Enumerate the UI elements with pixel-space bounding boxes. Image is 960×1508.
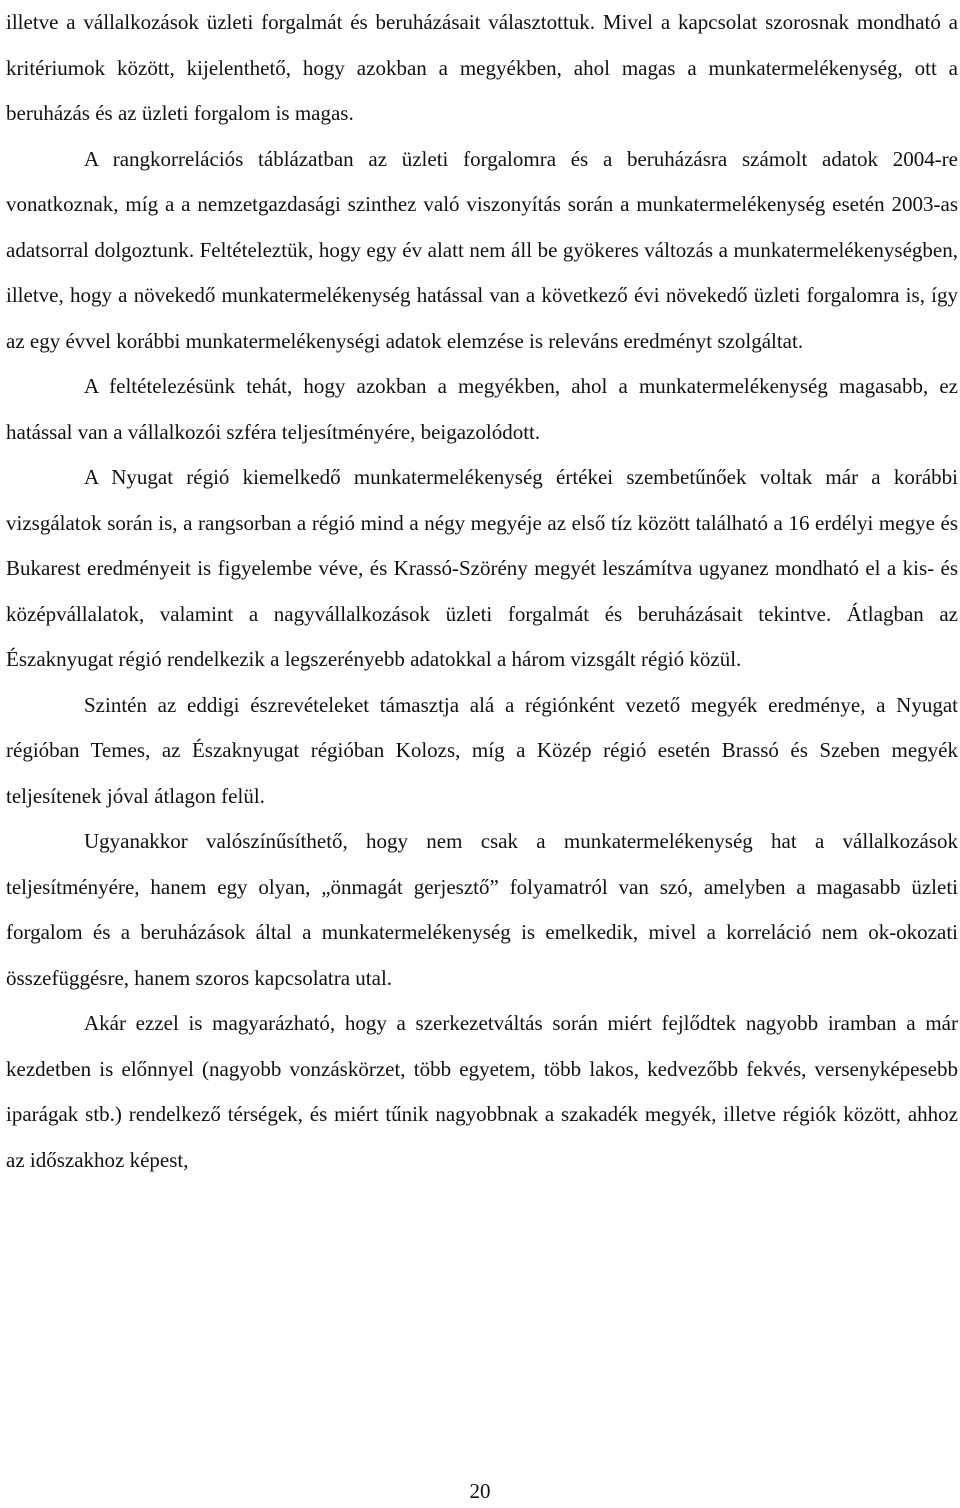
paragraph: illetve a vállalkozások üzleti forgalmát és beruházásait választottuk. Mivel a kapcsolat szorosnak mondható a kritériumok között, kijelenthető, hogy azokban a megyékben, ahol magas a munkatermelékenység, ott a beruházás és az üzleti forgalom is magas. [6,10,958,125]
paragraph: Szintén az eddigi észrevételeket támasztja alá a régiónként vezető megyék eredménye, a Nyugat régióban Temes, az Északnyugat régióban Kolozs, míg a Közép régió esetén Brassó és Szeben megyék teljesítenek jóval átlagon felül. [6,692,958,808]
paragraph: A rangkorrelációs táblázatban az üzleti forgalomra és a beruházásra számolt adatok 2004-re vonatkoznak, míg a a nemzetgazdasági szinthez való viszonyítás során a munkatermelékenység esetén 2003-as adatsorral dolgoztunk. Feltételeztük, hogy egy év alatt nem áll be gyökeres változás a munkatermelékenységben, illetve, hogy a növekedő munkatermelékenység hatással van a következő évi növekedő üzleti forgalomra is, így az egy évvel korábbi munkatermelékenységi adatok elemzése is releváns eredményt szolgáltat. [6,146,958,353]
paragraph: Akár ezzel is magyarázható, hogy a szerkezetváltás során miért fejlődtek nagyobb iramban a már kezdetben is előnnyel (nagyobb vonzáskörzet, több egyetem, több lakos, kedvezőbb fekvés, versenyképesebb iparágak stb.) rendelkező térségek, és miért tűnik nagyobbnak a szakadék megyék, illetve régiók között, ahhoz az időszakhoz képest, [6,1011,958,1172]
paragraph: A feltételezésünk tehát, hogy azokban a megyékben, ahol a munkatermelékenység magasabb, ez hatással van a vállalkozói szféra teljesítményére, beigazolódott. [6,374,958,444]
paragraph: A Nyugat régió kiemelkedő munkatermelékenység értékei szembetűnőek voltak már a korábbi vizsgálatok során is, a rangsorban a régió mind a négy megyéje az első tíz között található a 16 erdélyi megye és Bukarest eredményeit is figyelembe véve, és Krassó-Szörény megyét leszámítva ugyanez mondható el a kis- és középvállalatok, valamint a nagyvállalkozások üzleti forgalmát és beruházásait tekintve. Átlagban az Északnyugat régió rendelkezik a legszerényebb adatokkal a három vizsgált régió közül. [6,465,958,671]
paragraph: Ugyanakkor valószínűsíthető, hogy nem csak a munkatermelékenység hat a vállalkozások teljesítményére, hanem egy olyan, „önmagát gerjesztő” folyamatról van szó, amelyben a magasabb üzleti forgalom és a beruházások által a munkatermelékenység is emelkedik, mivel a korreláció nem ok-okozati összefüggésre, hanem szoros kapcsolatra utal. [6,829,958,990]
document-body [6,0,958,1183]
page-number: 20 [469,1479,491,1503]
